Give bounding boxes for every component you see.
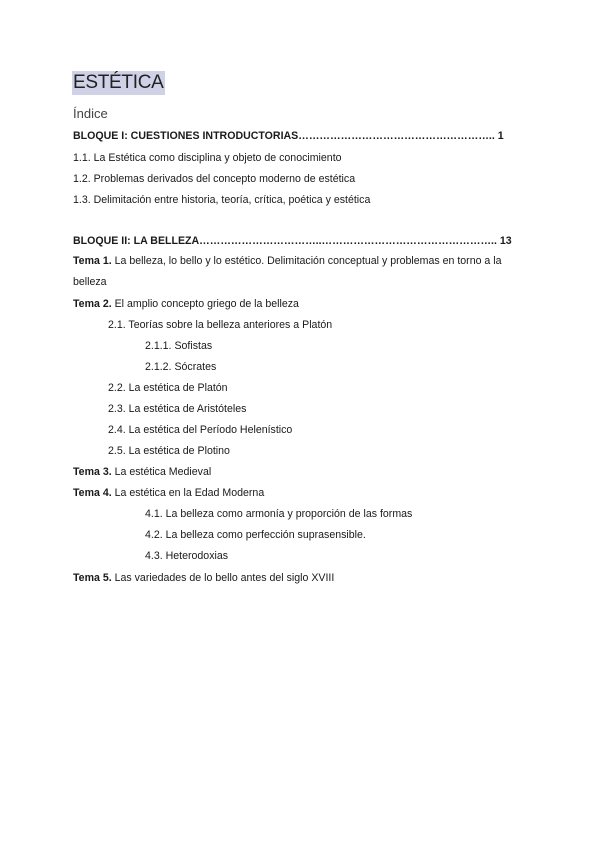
toc-subitem: 2.2. La estética de Platón: [108, 382, 228, 394]
tema1-entry: [73, 251, 533, 293]
tema2-text: El amplio concepto griego de la belleza: [111, 298, 299, 310]
toc-subsubitem: 4.1. La belleza como armonía y proporción de las formas: [145, 508, 413, 520]
bloque2-heading: BLOQUE II: LA BELLEZA……………………………..………………………………………….. 13: [73, 235, 512, 247]
toc-subsubitem: 2.1.1. Sofistas: [145, 340, 213, 352]
toc-item: 1.1. La Estética como disciplina y objeto de conocimiento: [73, 152, 342, 164]
index-heading: Índice: [73, 106, 108, 121]
toc-item: 1.3. Delimitación entre historia, teoría, crítica, poética y estética: [73, 194, 371, 206]
toc-subsubitem: 4.2. La belleza como perfección suprasensible.: [145, 529, 366, 541]
toc-subitem: 2.3. La estética de Aristóteles: [108, 403, 247, 415]
toc-subitem: 2.1. Teorías sobre la belleza anteriores a Platón: [108, 319, 333, 331]
toc-item: 1.2. Problemas derivados del concepto moderno de estética: [73, 173, 356, 185]
tema5-text: Las variedades de lo bello antes del siglo XVIII: [111, 572, 335, 584]
tema2-entry: [73, 297, 299, 311]
document-title: ESTÉTICA: [73, 72, 164, 93]
tema4-text: La estética en la Edad Moderna: [111, 487, 265, 499]
toc-subitem: 2.4. La estética del Período Helenístico: [108, 424, 293, 436]
tema4-entry: [73, 486, 264, 500]
tema5-entry: [73, 571, 334, 585]
tema1-label: Tema 1.: [73, 255, 112, 267]
toc-subsubitem: 2.1.2. Sócrates: [145, 361, 217, 373]
tema1-text: La belleza, lo bello y lo estético. Delimitación conceptual y problemas en torno a la belleza: [73, 255, 502, 288]
toc-subitem: 2.5. La estética de Plotino: [108, 445, 230, 457]
tema3-text: La estética Medieval: [111, 466, 212, 478]
tema3-label: Tema 3.: [73, 466, 112, 478]
tema3-entry: [73, 465, 211, 479]
tema2-label: Tema 2.: [73, 298, 112, 310]
bloque1-heading: BLOQUE I: CUESTIONES INTRODUCTORIAS……………………………………………….. 1: [73, 130, 504, 142]
tema5-label: Tema 5.: [73, 572, 112, 584]
toc-subsubitem: 4.3. Heterodoxias: [145, 550, 229, 562]
tema4-label: Tema 4.: [73, 487, 112, 499]
